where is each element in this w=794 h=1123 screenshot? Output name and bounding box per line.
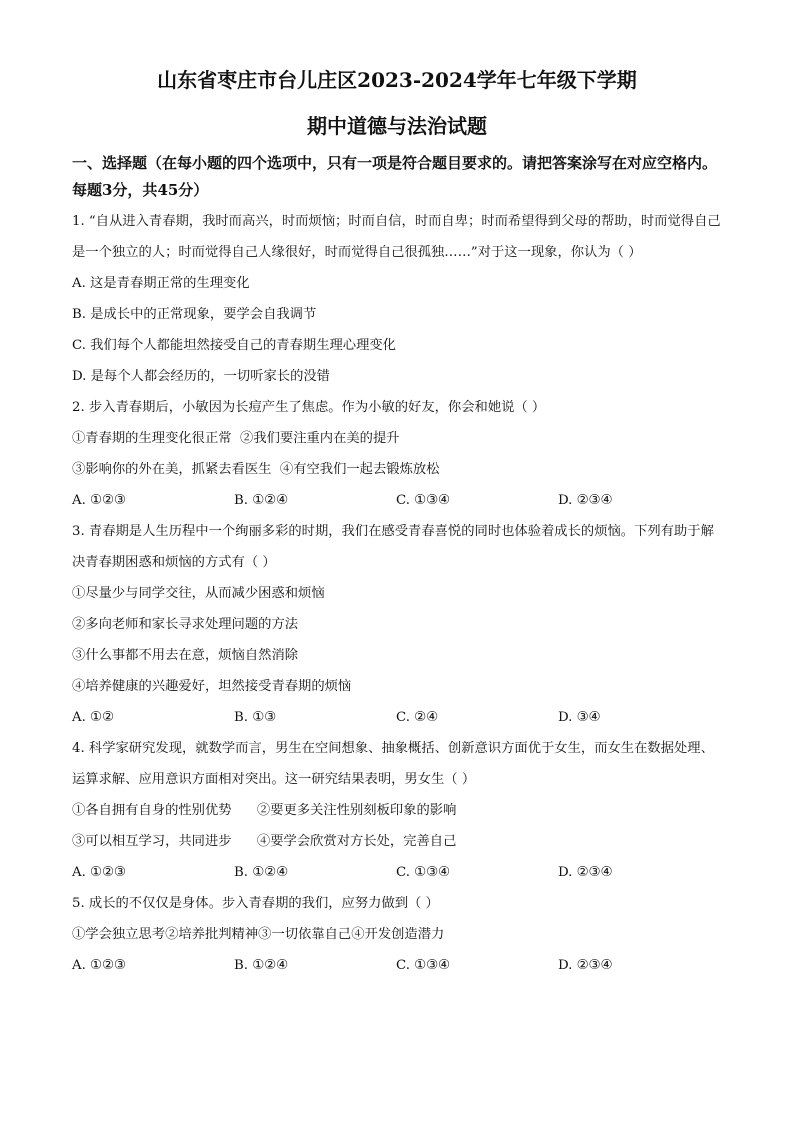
question-4 [72,733,722,888]
option-b: B. ①②④ [234,493,288,508]
options-row [72,485,722,516]
question-stem: 2. 步入青春期后，小敏因为长痘产生了焦虑。作为小敏的好友，你会和她说（ ） [72,400,546,415]
option-b: B. ①③ [234,710,277,725]
option-b: B. ①②④ [234,865,288,880]
options-row [72,950,722,981]
option-d: D. 是每个人都会经历的，一切听家长的没错 [72,369,330,384]
question-1 [72,206,722,392]
option-a: A. ①② [72,710,114,725]
option-c: C. ①③④ [396,493,450,508]
statement-line: ③可以相互学习，共同进步 ④要学会欣赏对方长处，完善自己 [72,834,457,849]
section-heading: 一、选择题（在每小题的四个选项中，只有一项是符合题目要求的。请把答案涂写在对应空格内。每题3分，共45分） [72,154,718,199]
option-a: A. ①②③ [72,958,126,973]
option-a: A. 这是青春期正常的生理变化 [72,276,250,291]
question-5 [72,888,722,981]
statement-line: ①各自拥有自身的性别优势 ②要更多关注性别刻板印象的影响 [72,803,457,818]
option-b: B. ①②④ [234,958,288,973]
question-stem: 1. “自从进入青春期，我时而高兴，时而烦恼；时而自信，时而自卑；时而希望得到父母的帮助，时而觉得自己是一个独立的人；时而觉得自己人缘很好，时而觉得自己很孤独……”对于这一现象，你认为（ ） [72,214,721,260]
statement-line: ④培养健康的兴趣爱好，坦然接受青春期的烦恼 [72,679,352,694]
option-c: C. 我们每个人都能坦然接受自己的青春期生理心理变化 [72,338,396,353]
option-d: D. ②③④ [558,493,613,508]
option-b: B. 是成长中的正常现象，要学会自我调节 [72,307,317,322]
option-d: D. ②③④ [558,865,613,880]
statement-line: ①青春期的生理变化很正常 ②我们要注重内在美的提升 [72,431,400,446]
statement-line: ②多向老师和家长寻求处理问题的方法 [72,617,299,632]
option-d: D. ③④ [558,710,601,725]
question-stem: 3. 青春期是人生历程中一个绚丽多彩的时期，我们在感受青春喜悦的同时也体验着成长的烦恼。下列有助于解决青春期困惑和烦恼的方式有（ ） [72,524,714,570]
options-row [72,857,722,888]
statement-line: ①尽量少与同学交往，从而减少困惑和烦恼 [72,586,325,601]
exam-title-line-1: 山东省枣庄市台儿庄区2023-2024学年七年级下学期 [157,68,637,92]
option-c: C. ①③④ [396,865,450,880]
question-stem: 5. 成长的不仅仅是身体。步入青春期的我们，应努力做到（ ） [72,896,439,911]
option-c: C. ②④ [396,710,438,725]
question-stem: 4. 科学家研究发现，就数学而言，男生在空间想象、抽象概括、创新意识方面优于女生，而女生在数据处理、运算求解、应用意识方面相对突出。这一研究结果表明，男女生（ ） [72,741,714,787]
statement-line: ③什么事都不用去在意，烦恼自然消除 [72,648,299,663]
option-a: A. ①②③ [72,865,126,880]
question-3 [72,516,722,733]
option-a: A. ①②③ [72,493,126,508]
question-2 [72,392,722,516]
statement-line: ③影响你的外在美，抓紧去看医生 ④有空我们一起去锻炼放松 [72,462,440,477]
statement-line: ①学会独立思考②培养批判精神③一切依靠自己④开发创造潜力 [72,927,445,942]
options-row [72,702,722,733]
exam-title-line-2: 期中道德与法治试题 [307,114,487,138]
exam-page [72,62,722,981]
option-d: D. ②③④ [558,958,613,973]
option-c: C. ①③④ [396,958,450,973]
